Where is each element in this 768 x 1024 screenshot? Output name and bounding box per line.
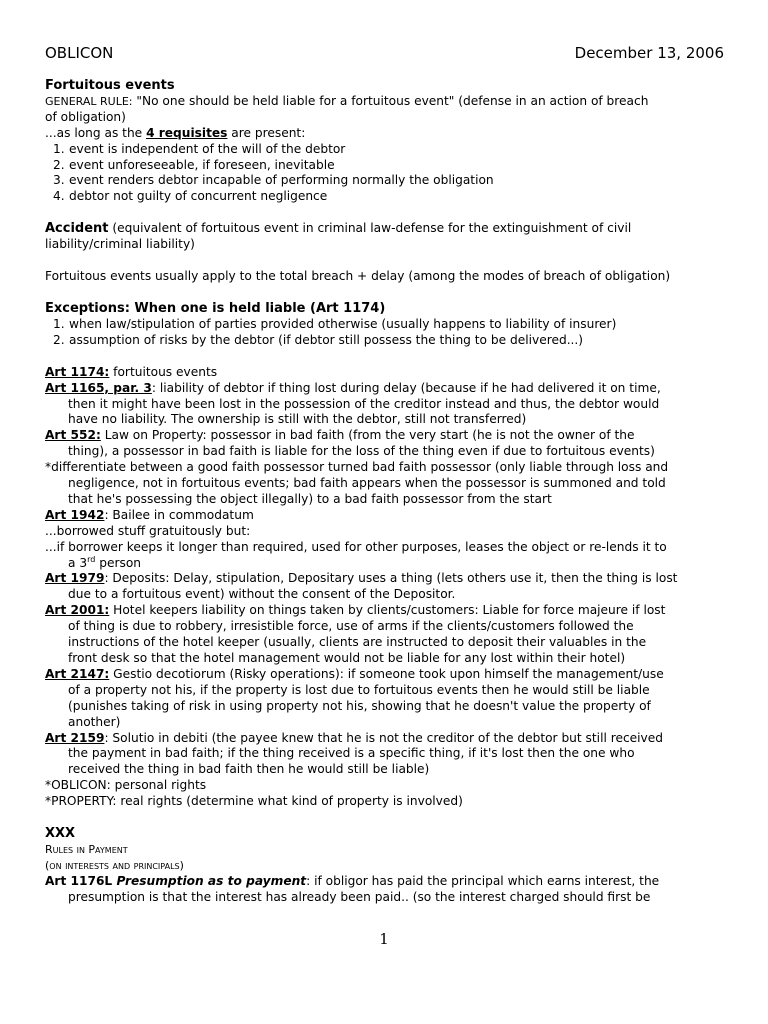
rules-in-payment-subheading: (on interests and principals): [45, 858, 184, 872]
borrower-note: ...if borrower keeps it longer than required, used for other purposes, leases the object or re-lends it to: [45, 539, 667, 554]
article-2159-cont: the payment in bad faith; if the thing received is a specific thing, if it's lost then the one who: [68, 746, 635, 761]
article-1174: [45, 365, 725, 381]
document-body: [45, 78, 725, 906]
article-1165: [45, 381, 725, 397]
article-label: Art 2159: [45, 730, 105, 745]
article-text: Law on Property: possessor in bad faith (from the very start (he is not the owner of the: [100, 428, 635, 443]
ordinal-suffix: rd: [87, 554, 96, 564]
rules-in-payment-heading: Rules in Payment: [45, 842, 128, 856]
article-text: fortuitous events: [109, 364, 218, 379]
requisite-text: event unforeseeable, if foreseen, inevitable: [69, 157, 335, 172]
header-title: OBLICON: [45, 44, 114, 62]
article-label: Art 1174:: [45, 364, 110, 379]
article-label: Art 552:: [45, 428, 101, 443]
article-1165-cont: have no liability. The ownership is still with the debtor, still not transferred): [68, 412, 527, 427]
borrower-note-cont: [45, 556, 725, 572]
article-2147-cont: another): [68, 714, 121, 729]
article-label: Art 1942: [45, 507, 105, 522]
article-2147-cont: (punishes taking of risk in using property not his, showing that he doesn't value the property of: [68, 698, 651, 713]
general-rule-line-2: of obligation): [45, 109, 126, 124]
article-552: [45, 428, 725, 444]
article-1979-cont: due to a fortuitous event) without the consent of the Depositor.: [68, 587, 456, 602]
article-italic-title: Presumption as to payment: [116, 873, 307, 888]
article-text: : if obligor has paid the principal which earns interest, the: [306, 873, 660, 888]
article-1176-cont: presumption is that the interest has already been paid.. (so the interest charged should first be: [68, 889, 651, 904]
article-1979: [45, 571, 725, 587]
requisite-item: 3. event renders debtor incapable of performing normally the obligation: [53, 173, 494, 188]
requisites-intro: [45, 126, 725, 142]
article-2159: [45, 731, 725, 747]
borrower-text: a 3: [68, 555, 88, 570]
page-header: [45, 44, 724, 64]
article-label: Art 1979: [45, 571, 105, 586]
article-2001: [45, 603, 725, 619]
borrowed-note: ...borrowed stuff gratuitously but:: [45, 523, 251, 538]
article-552-cont: thing), a possessor in bad faith is liable for the loss of the thing even if due to fortuitous events): [68, 444, 655, 459]
requisites-intro-post: are present:: [227, 125, 306, 140]
section-heading-exceptions: Exceptions: When one is held liable (Art 1174): [45, 300, 386, 316]
accident-paragraph-line-2: liability/criminal liability): [45, 237, 195, 252]
general-rule-text: "No one should be held liable for a fortuitous event" (defense in an action of breach: [132, 93, 649, 108]
usually-paragraph: Fortuitous events usually apply to the total breach + delay (among the modes of breach of obligation): [45, 269, 671, 284]
header-date: December 13, 2006: [574, 44, 724, 62]
article-1165-cont: then it might have been lost in the possession of the creditor instead and thus, the debtor would: [68, 396, 660, 411]
article-label: Art 2147:: [45, 666, 110, 681]
differentiate-note: *differentiate between a good faith possessor turned bad faith possessor (only liable through loss and: [45, 460, 669, 475]
requisite-item: 4. debtor not guilty of concurrent negligence: [53, 189, 328, 204]
article-1942: [45, 508, 725, 524]
exception-text: when law/stipulation of parties provided otherwise (usually happens to liability of insurer): [69, 316, 617, 331]
requisite-text: event is independent of the will of the debtor: [69, 141, 346, 156]
general-rule-line: [45, 94, 725, 110]
property-note: *PROPERTY: real rights (determine what kind of property is involved): [45, 794, 463, 809]
article-text: : liability of debtor if thing lost during delay (because if he had delivered it on time,: [151, 380, 661, 395]
article-text: : Solutio in debiti (the payee knew that he is not the creditor of the debtor but still received: [104, 730, 663, 745]
section-heading-fortuitous: Fortuitous events: [45, 78, 175, 93]
article-2147-cont: of a property not his, if the property is lost due to fortuitous events then he would still be liable: [68, 682, 650, 697]
article-2001-cont: instructions of the hotel keeper (usually, clients are instructed to deposit their valuables in the: [68, 635, 647, 650]
article-text: Gestio decotiorum (Risky operations): if someone took upon himself the management/use: [109, 666, 664, 681]
oblicon-note: *OBLICON: personal rights: [45, 778, 207, 793]
borrower-text: person: [95, 555, 141, 570]
article-1176: [45, 874, 725, 890]
general-rule-label: GENERAL RULE:: [45, 94, 133, 108]
requisites-emphasis: 4 requisites: [146, 125, 228, 140]
page-number: 1: [379, 930, 389, 948]
article-label: Art 1165, par. 3: [45, 380, 152, 395]
accident-label: Accident: [45, 221, 109, 237]
exception-item: 1. when law/stipulation of parties provided otherwise (usually happens to liability of insurer): [53, 316, 617, 331]
differentiate-note-cont: that he's possessing the object illegally) to a bad faith possessor from the start: [68, 491, 552, 506]
article-text: : Bailee in commodatum: [104, 507, 254, 522]
article-2001-cont: front desk so that the hotel management would not be liable for any lost within their hotel): [68, 651, 626, 665]
article-2001-cont: of thing is due to robbery, irresistible force, use of arms if the clients/customers followed the: [68, 619, 634, 634]
requisite-item: 1. event is independent of the will of the debtor: [53, 141, 346, 156]
article-2159-cont: received the thing in bad faith then he would still be liable): [68, 762, 430, 777]
article-text: Hotel keepers liability on things taken by clients/customers: Liable for force majeure if lost: [109, 603, 666, 618]
requisite-text: event renders debtor incapable of performing normally the obligation: [69, 173, 494, 188]
article-label: Art 2001:: [45, 603, 110, 618]
article-text: : Deposits: Delay, stipulation, Depositary uses a thing (lets others use it, then the thing is lost: [104, 571, 678, 586]
article-label: Art 1176L: [45, 873, 117, 888]
requisites-intro-pre: ...as long as the: [45, 125, 147, 140]
article-2147: [45, 667, 725, 683]
accident-text: (equivalent of fortuitous event in criminal law-defense for the extinguishment of civil: [108, 221, 632, 236]
differentiate-note-cont: negligence, not in fortuitous events; bad faith appears when the possessor is summoned and told: [68, 476, 666, 491]
exception-text: assumption of risks by the debtor (if debtor still possess the thing to be delivered...): [69, 332, 584, 347]
requisite-text: debtor not guilty of concurrent negligence: [69, 189, 328, 204]
exception-item: 2. assumption of risks by the debtor (if debtor still possess the thing to be delivered...): [53, 332, 584, 347]
requisite-item: 2. event unforeseeable, if foreseen, inevitable: [53, 157, 335, 172]
accident-paragraph: [45, 221, 725, 237]
section-separator-xxx: XXX: [45, 826, 76, 842]
